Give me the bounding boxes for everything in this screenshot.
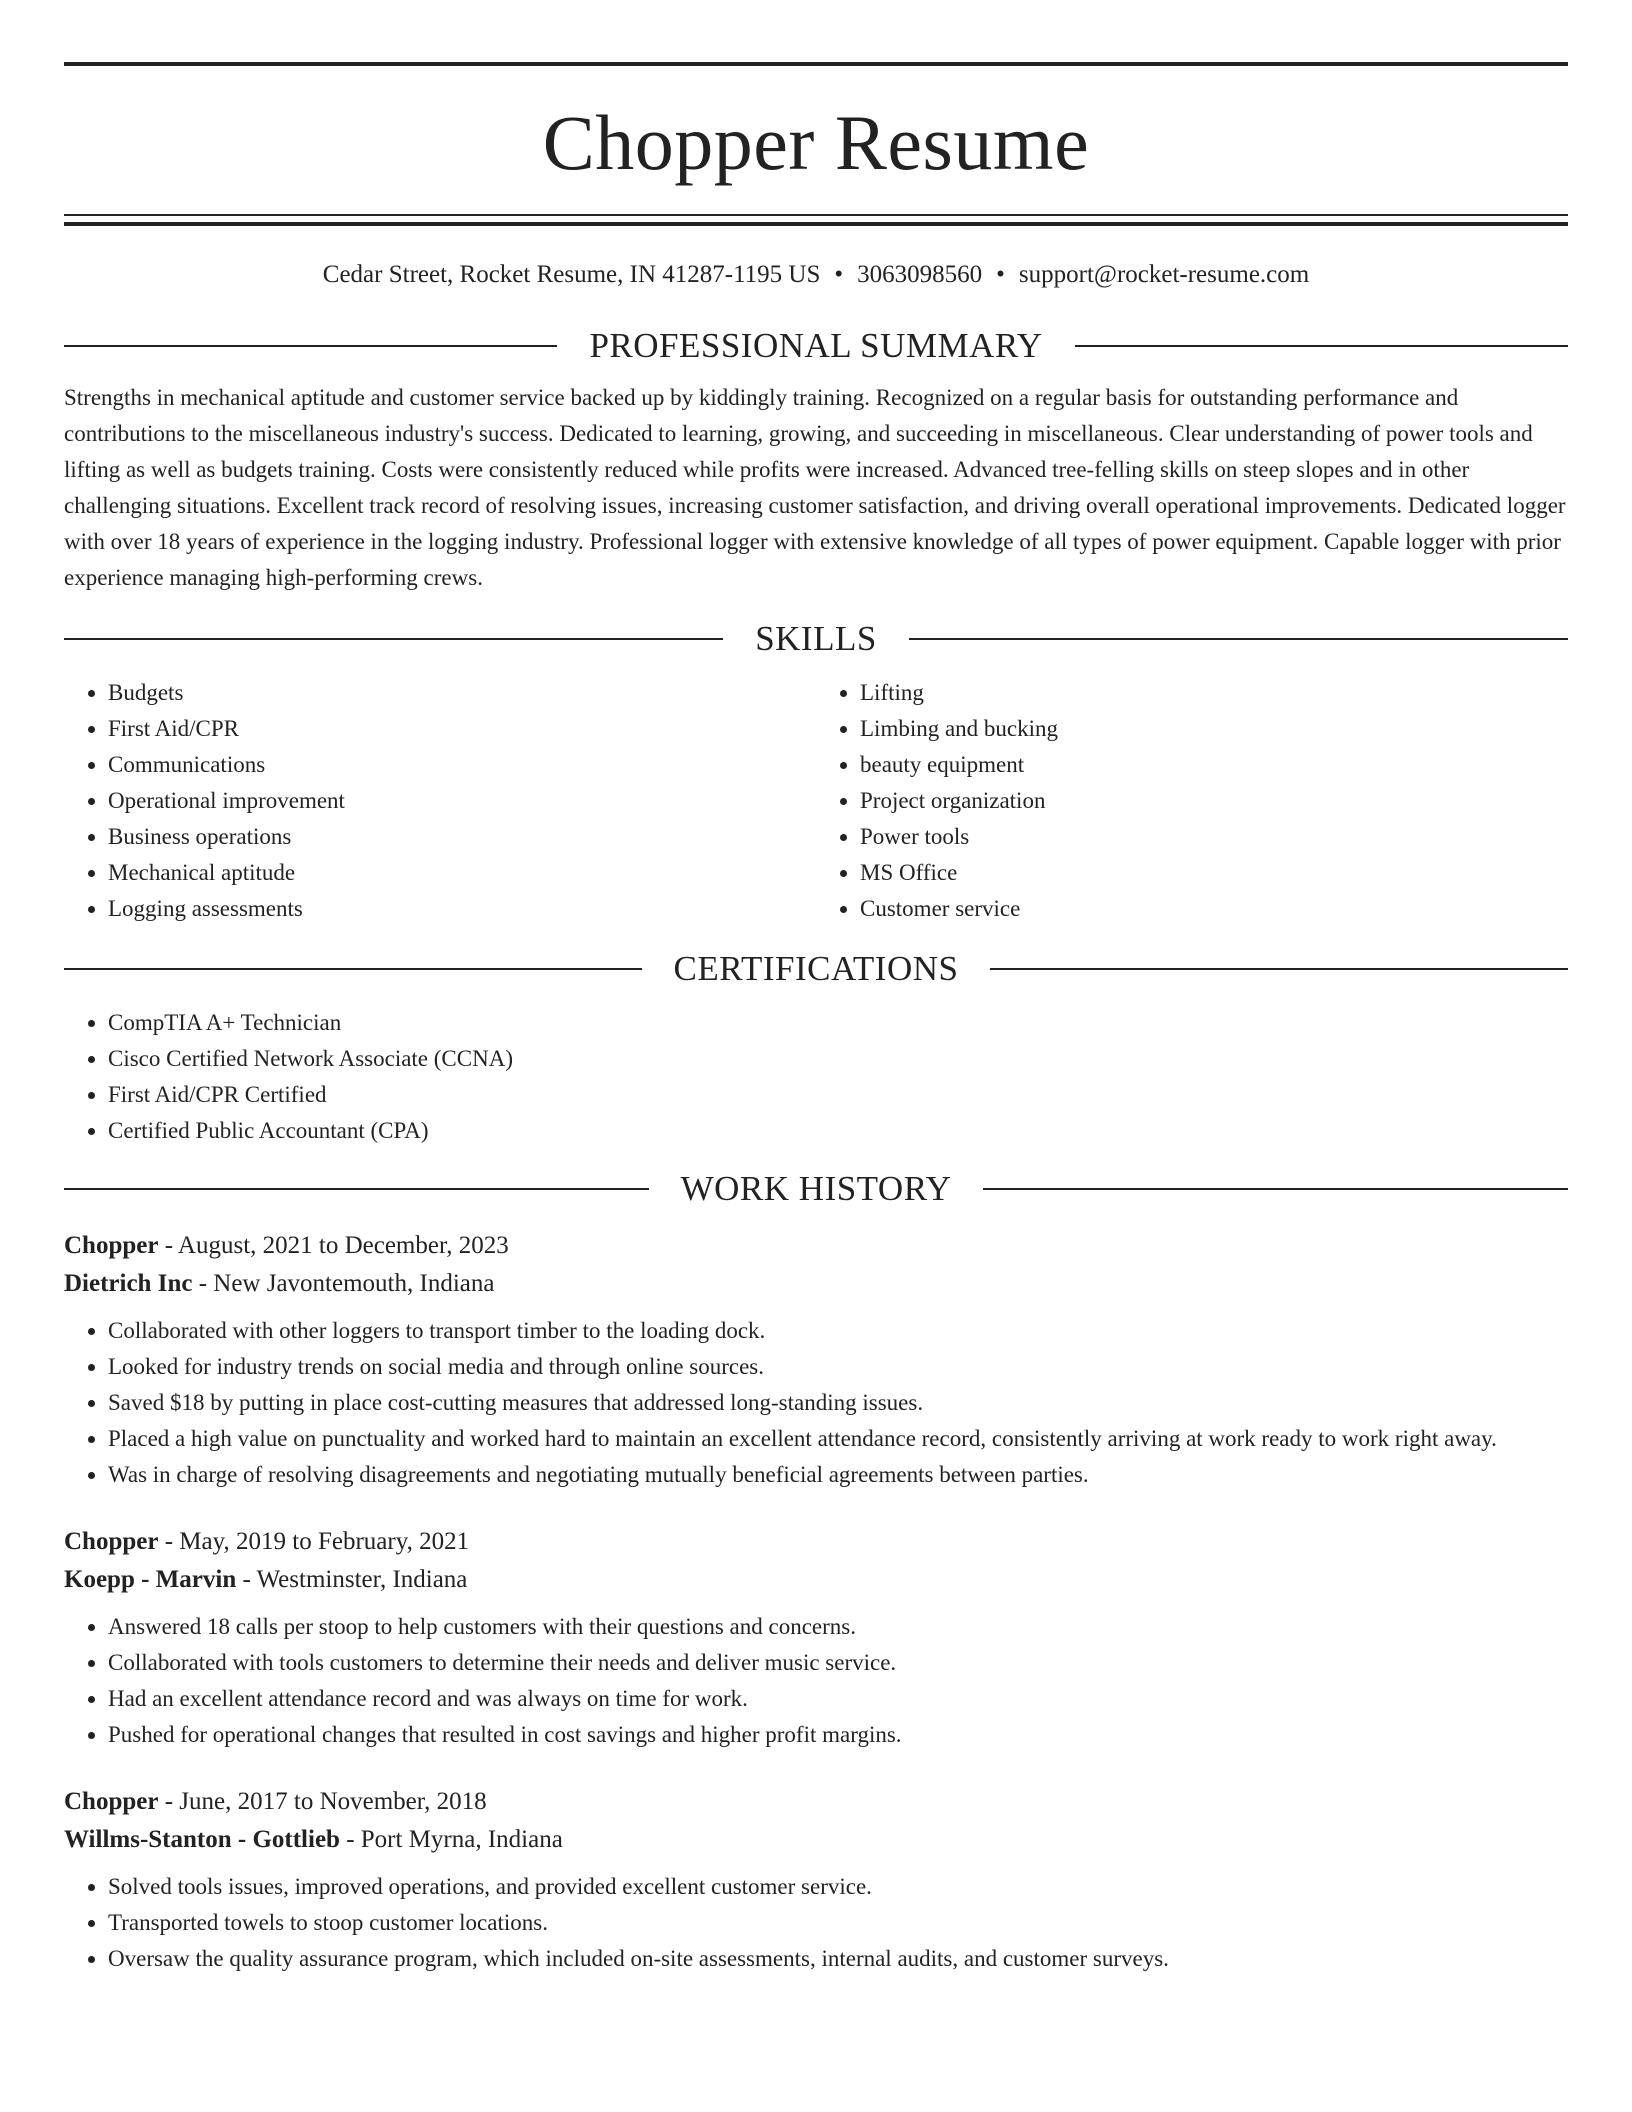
certifications-heading [64,949,1568,989]
job-bullet: • Was in charge of resolving disagreements and negotiating mutually beneficial agreements between parties. [108,1457,1568,1493]
job-bullet: • Answered 18 calls per stoop to help customers with their questions and concerns. [108,1609,1568,1645]
skills-list-right [816,675,1568,927]
skill-item: • Mechanical aptitude [108,855,816,891]
contact-line [64,260,1568,290]
job-bullets [64,1869,1568,1977]
certification-item: • First Aid/CPR Certified [108,1077,1568,1113]
job-company-line [64,1265,1568,1303]
job-dates: - May, 2019 to February, 2021 [158,1528,470,1555]
certification-item: • Certified Public Accountant (CPA) [108,1113,1568,1149]
skill-item: • beauty equipment [860,747,1568,783]
skill-item: • Customer service [860,891,1568,927]
job-bullet: • Pushed for operational changes that resulted in cost savings and higher profit margins. [108,1717,1568,1753]
job-company-line [64,1821,1568,1859]
skill-item: • Operational improvement [108,783,816,819]
work-history-heading [64,1169,1568,1209]
contact-separator: • [996,261,1005,288]
heading-rule-left [64,1188,649,1190]
skill-item: • Project organization [860,783,1568,819]
skill-item: • Budgets [108,675,816,711]
job-bullet: • Had an excellent attendance record and was always on time for work. [108,1681,1568,1717]
skill-item: • MS Office [860,855,1568,891]
skill-item: • Communications [108,747,816,783]
job-title-line [64,1523,1568,1561]
header-double-rule [64,214,1568,226]
job-location: - New Javontemouth, Indiana [192,1270,495,1297]
work-history-title: WORK HISTORY [680,1169,952,1208]
job-bullet: • Collaborated with tools customers to determine their needs and deliver music service. [108,1645,1568,1681]
job-entry [64,1783,1568,1977]
job-entry [64,1227,1568,1493]
contact-phone[interactable]: 3063098560 [857,261,983,288]
heading-rule-left [64,968,642,970]
job-bullets [64,1609,1568,1753]
job-company: Koepp - Marvin [64,1566,237,1593]
contact-address: Cedar Street, Rocket Resume, IN 41287-1195 US [322,261,821,288]
certification-item: • CompTIA A+ Technician [108,1005,1568,1041]
job-bullet: • Collaborated with other loggers to transport timber to the loading dock. [108,1313,1568,1349]
skill-item: • Business operations [108,819,816,855]
job-bullet: • Transported towels to stoop customer locations. [108,1905,1568,1941]
heading-rule-right [983,1188,1568,1190]
skill-item: • Logging assessments [108,891,816,927]
job-title-line [64,1783,1568,1821]
skill-item: • Lifting [860,675,1568,711]
certifications-list [64,1005,1568,1149]
summary-heading [64,326,1568,366]
job-bullet: • Solved tools issues, improved operations, and provided excellent customer service. [108,1869,1568,1905]
job-dates: - August, 2021 to December, 2023 [158,1232,509,1259]
certification-item: • Cisco Certified Network Associate (CCNA) [108,1041,1568,1077]
job-role: Chopper [64,1788,159,1815]
job-bullets [64,1313,1568,1493]
skills-list-left [64,675,816,927]
heading-rule-left [64,345,557,347]
resume-name: Chopper Resume [542,99,1090,186]
certifications-title: CERTIFICATIONS [673,949,959,988]
skills-columns [64,675,1568,927]
summary-text: Strengths in mechanical aptitude and customer service backed up by kiddingly training. Recognized on a regular basis for outstanding performance and contributions to the miscellaneous industry's success. Dedicated to learning, growing, and succeeding in miscellaneous. Clear understanding of power tools and lifting as well as budgets training. Costs were consistently reduced while profits were increased. Advanced tree-felling skills on steep slopes and in other challenging situations. Excellent track record of resolving issues, increasing customer satisfaction, and driving overall operational improvements. Dedicated logger with over 18 years of experience in the logging industry. Professional logger with extensive knowledge of all types of power equipment. Capable logger with prior experience managing high-performing crews. [64,385,1566,590]
job-location: - Westminster, Indiana [236,1566,468,1593]
contact-separator: • [834,261,844,288]
contact-email[interactable]: support@rocket-resume.com [1018,261,1310,288]
heading-rule-left [64,638,723,640]
skill-item: • Limbing and bucking [860,711,1568,747]
job-entry [64,1523,1568,1753]
job-bullet: • Looked for industry trends on social media and through online sources. [108,1349,1568,1385]
job-bullet: • Placed a high value on punctuality and worked hard to maintain an excellent attendance record, consistently arriving at work ready to work right away. [108,1421,1568,1457]
heading-rule-right [909,638,1568,640]
top-rule [64,62,1568,66]
job-title-line [64,1227,1568,1265]
summary-title: PROFESSIONAL SUMMARY [589,326,1043,365]
heading-rule-right [990,968,1568,970]
job-bullet: • Oversaw the quality assurance program, which included on-site assessments, internal audits, and customer surveys. [108,1941,1568,1977]
job-company: Willms-Stanton - Gottlieb [64,1826,340,1853]
job-bullet: • Saved $18 by putting in place cost-cutting measures that addressed long-standing issues. [108,1385,1568,1421]
job-role: Chopper [64,1232,159,1259]
job-role: Chopper [64,1528,159,1555]
job-location: - Port Myrna, Indiana [339,1826,563,1853]
job-dates: - June, 2017 to November, 2018 [158,1788,487,1815]
job-company: Dietrich Inc [64,1270,193,1297]
skill-item: • First Aid/CPR [108,711,816,747]
job-company-line [64,1561,1568,1599]
skill-item: • Power tools [860,819,1568,855]
skills-title: SKILLS [755,619,877,658]
heading-rule-right [1075,345,1568,347]
skills-heading [64,619,1568,659]
